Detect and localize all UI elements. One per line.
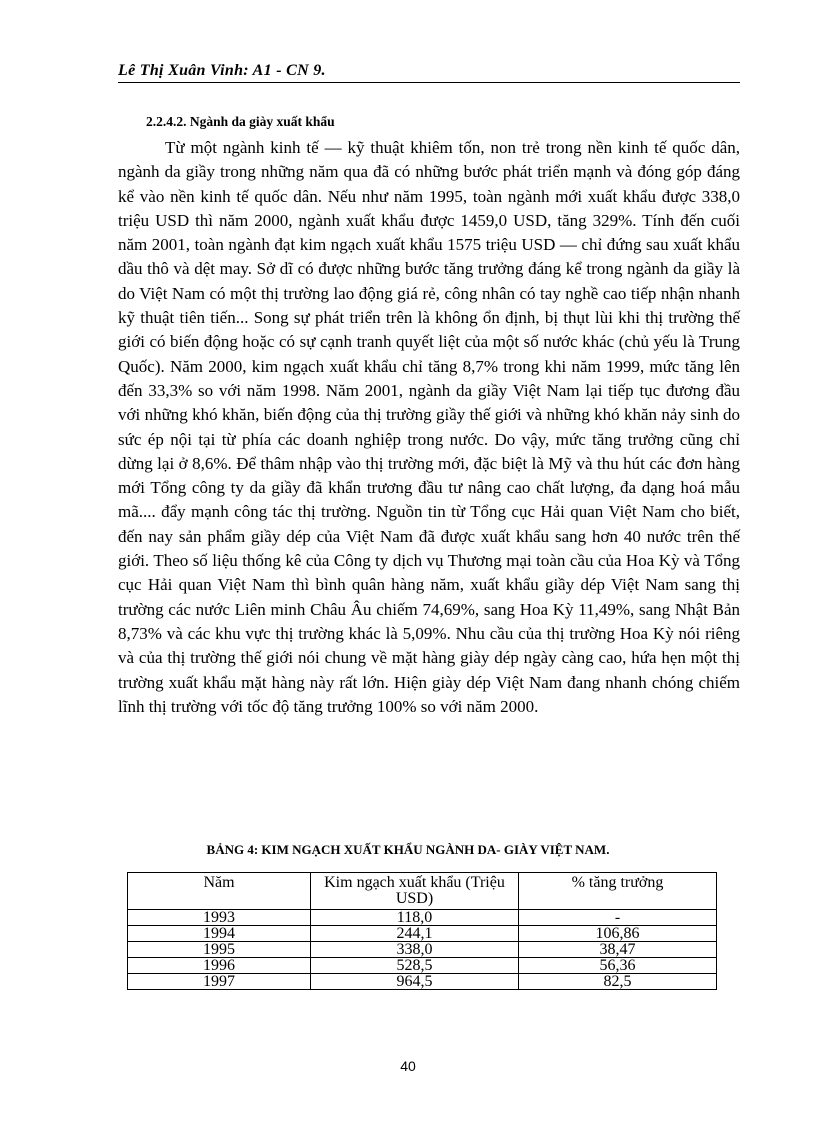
cell-turnover: 244,1 xyxy=(311,926,519,942)
cell-turnover: 118,0 xyxy=(311,910,519,926)
page-header xyxy=(118,62,740,83)
page-number: 40 xyxy=(400,1058,416,1074)
table-row xyxy=(128,974,717,990)
cell-year: 1997 xyxy=(128,974,311,990)
table-row xyxy=(128,942,717,958)
body-paragraph: Từ một ngành kinh tế — kỹ thuật khiêm tốn, non trẻ trong nền kinh tế quốc dân, ngành da giầy trong những năm qua đã có những bước phát triển mạnh và đóng góp đáng kể vào nền kinh tế quốc dân. Nếu như năm 1995, toàn ngành mới xuất khẩu được 338,0 triệu USD thì năm 2000, ngành xuất khẩu được 1459,0 USD, tăng 329%. Tính đến cuối năm 2001, toàn ngành đạt kim ngạch xuất khẩu 1575 triệu USD — chỉ đứng sau xuất khẩu dầu thô và dệt may. Sở dĩ có được những bước tăng trưởng đáng kể trong ngành da giầy là do Việt Nam có một thị trường lao động giá rẻ, công nhân có tay nghề cao tiếp nhận nhanh kỹ thuật tiên tiến... Song sự phát triển trên là không ổn định, bị thụt lùi khi thị trường thế giới có biến động hoặc có sự cạnh tranh quyết liệt của một số nước khác (chủ yếu là Trung Quốc). Năm 2000, kim ngạch xuất khẩu chỉ tăng 8,7% trong khi năm 1999, mức tăng lên đến 33,3% so với năm 1998. Năm 2001, ngành da giầy Việt Nam lại tiếp tục đương đầu với những khó khăn, biến động của thị trường giầy thế giới và những khó khăn nảy sinh do sức ép nội tại từ phía các doanh nghiệp trong nước. Do vậy, mức tăng trưởng cũng chỉ dừng lại ở 8,6%. Để thâm nhập vào thị trường mới, đặc biệt là Mỹ và thu hút các đơn hàng mới Tổng công ty da giầy đã khẩn trương đầu tư nâng cao chất lượng, đa dạng hoá mẫu mã.... đẩy mạnh công tác thị trường. Nguồn tin từ Tổng cục Hải quan Việt Nam cho biết, đến nay sản phẩm giầy dép của Việt Nam đã được xuất khẩu sang hơn 40 nước trên thế giới. Theo số liệu thống kê của Công ty dịch vụ Thương mại toàn cầu của Hoa Kỳ và Tổng cục Hải quan Việt Nam thì bình quân hàng năm, xuất khẩu giầy dép Việt Nam sang thị trường các nước Liên minh Châu Âu chiếm 74,69%, sang Hoa Kỳ 11,49%, sang Nhật Bản 8,73% và các khu vực thị trường khác là 5,09%. Nhu cầu của thị trường Hoa Kỳ nói riêng và của thị trường thế giới nói chung về mặt hàng giày dép ngày càng cao, hứa hẹn một thị trường xuất khẩu mặt hàng này rất lớn. Hiện giày dép Việt Nam đang nhanh chóng chiếm lĩnh thị trường với tốc độ tăng trưởng 100% so với năm 2000. xyxy=(118,138,740,716)
table-row xyxy=(128,958,717,974)
cell-year: 1993 xyxy=(128,910,311,926)
cell-turnover: 964,5 xyxy=(311,974,519,990)
cell-turnover: 338,0 xyxy=(311,942,519,958)
cell-growth: 56,36 xyxy=(518,958,716,974)
cell-growth: 106,86 xyxy=(518,926,716,942)
header-growth: % tăng trưởng xyxy=(518,873,716,910)
cell-growth: 82,5 xyxy=(518,974,716,990)
cell-growth: 38,47 xyxy=(518,942,716,958)
header-turnover: Kim ngạch xuất khẩu (Triệu USD) xyxy=(311,873,519,910)
cell-year: 1994 xyxy=(128,926,311,942)
table-row xyxy=(128,926,717,942)
cell-turnover: 528,5 xyxy=(311,958,519,974)
cell-year: 1995 xyxy=(128,942,311,958)
table-caption: BẢNG 4: KIM NGẠCH XUẤT KHẨU NGÀNH DA- GIÀY VIỆT NAM. xyxy=(206,842,610,857)
export-table xyxy=(127,872,717,990)
header-author: Lê Thị Xuân Vinh: A1 - CN 9. xyxy=(118,62,326,79)
cell-year: 1996 xyxy=(128,958,311,974)
section-title: 2.2.4.2. Ngành da giày xuất khẩu xyxy=(146,114,335,129)
table-header-row xyxy=(128,873,717,910)
cell-growth: - xyxy=(518,910,716,926)
header-year: Năm xyxy=(128,873,311,910)
table-row xyxy=(128,910,717,926)
